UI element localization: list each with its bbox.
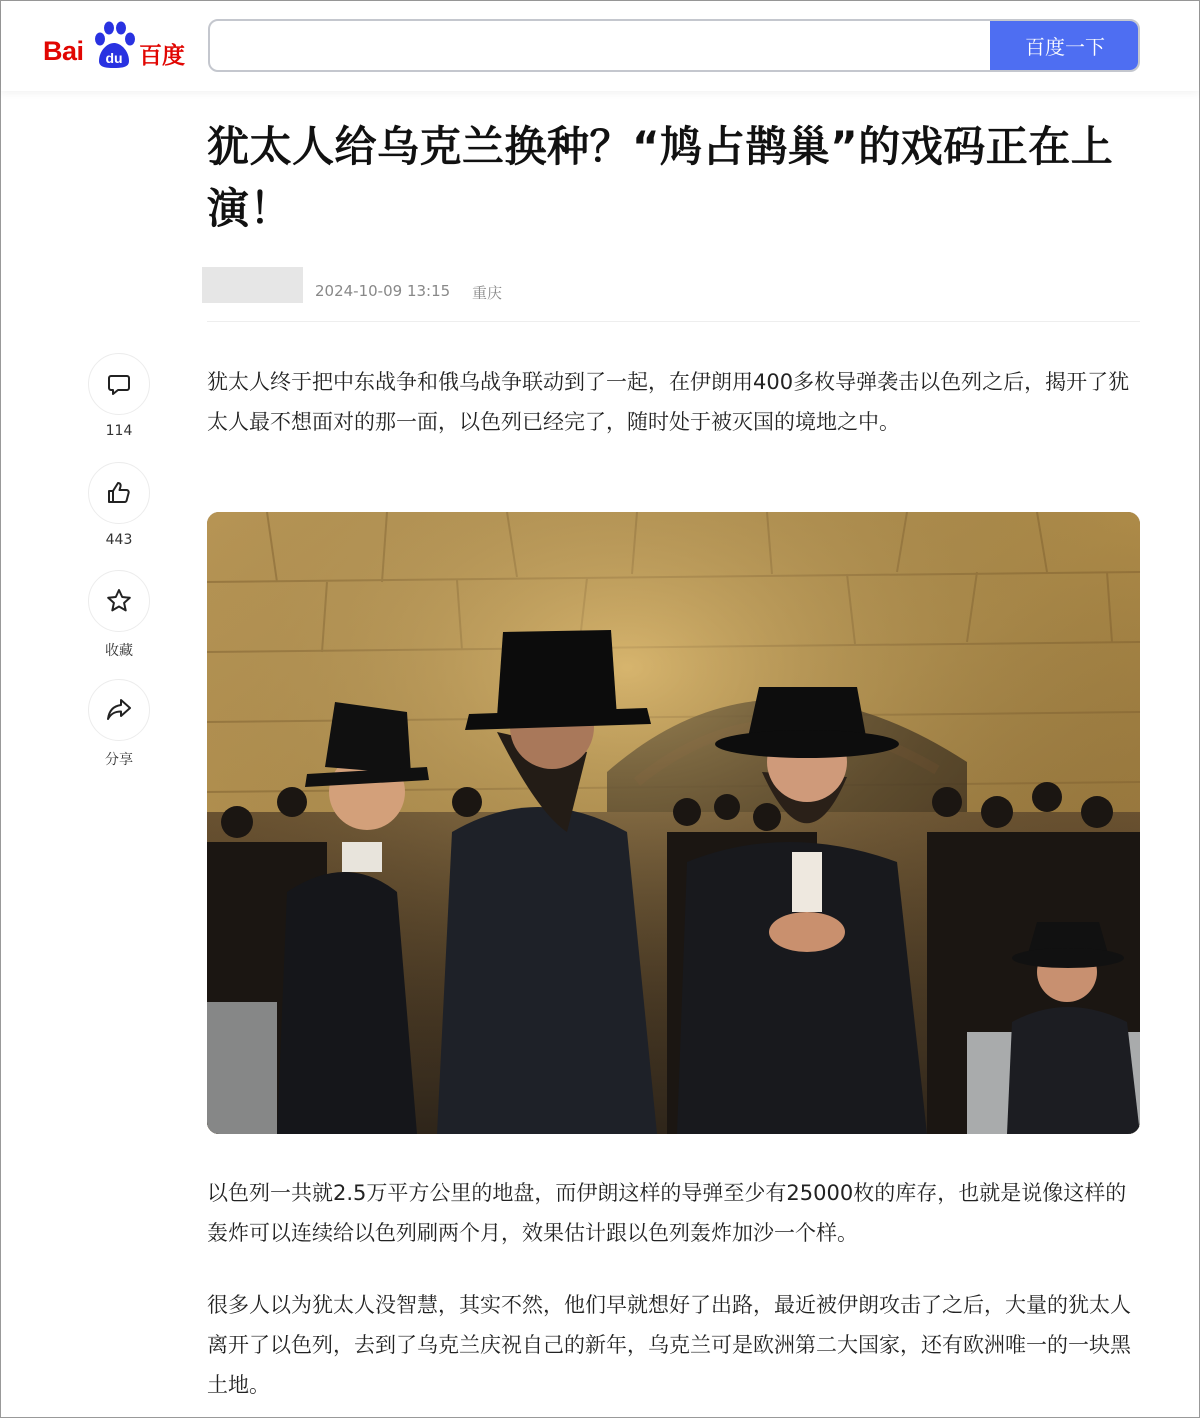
search-button[interactable]: 百度一下 [990,19,1140,72]
logo-du-text: du [105,50,123,66]
article-title: 犹太人给乌克兰换种？“鸠占鹊巢”的戏码正在上演！ [207,122,1114,233]
comment-icon [106,371,132,397]
search-box [208,19,1140,72]
photo-illustration [207,512,1140,1134]
article-paragraph: 以色列一共就2.5万平方公里的地盘，而伊朗这样的导弹至少有25000枚的库存，也就是说像这样的轰炸可以连续给以色列刷两个月，效果估计跟以色列轰炸加沙一个样。 [207,1181,1127,1245]
logo-cn-text: 百度 [139,43,185,69]
comment-action[interactable] [87,353,151,453]
star-icon [105,587,133,615]
author-name-redacted[interactable] [202,267,303,303]
favorite-action[interactable] [87,570,151,670]
share-action[interactable] [87,679,151,779]
comment-button[interactable] [88,353,150,415]
favorite-label: 收藏 [105,643,133,659]
article-paragraph: 很多人以为犹太人没智慧，其实不然，他们早就想好了出路，最近被伊朗攻击了之后，大量的犹太人离开了以色列，去到了乌克兰庆祝自己的新年，乌克兰可是欧洲第二大国家，还有欧洲唯一的一块黑土地。 [207,1293,1131,1397]
publish-location: 重庆 [472,284,503,302]
share-label: 分享 [105,752,133,768]
top-header [1,1,1199,91]
share-button[interactable] [88,679,150,741]
article-photo[interactable] [207,512,1140,1134]
like-button[interactable] [88,462,150,524]
publish-time: 2024-10-09 13:15 [315,282,451,300]
search-input[interactable] [210,21,992,70]
logo-latin-text: Bai [43,36,84,66]
favorite-button[interactable] [88,570,150,632]
thumbs-up-icon [106,480,132,506]
meta-divider [207,321,1140,322]
share-icon [105,696,133,724]
like-count: 443 [105,532,133,548]
comment-count: 114 [105,423,133,439]
baidu-paw-icon [91,21,137,69]
article-meta [202,267,1140,303]
article-paragraph: 犹太人终于把中东战争和俄乌战争联动到了一起，在伊朗用400多枚导弹袭击以色列之后，揭开了犹太人最不想面对的那一面，以色列已经完了，随时处于被灭国的境地之中。 [207,370,1130,434]
baidu-logo[interactable] [41,21,191,71]
like-action[interactable] [87,462,151,562]
